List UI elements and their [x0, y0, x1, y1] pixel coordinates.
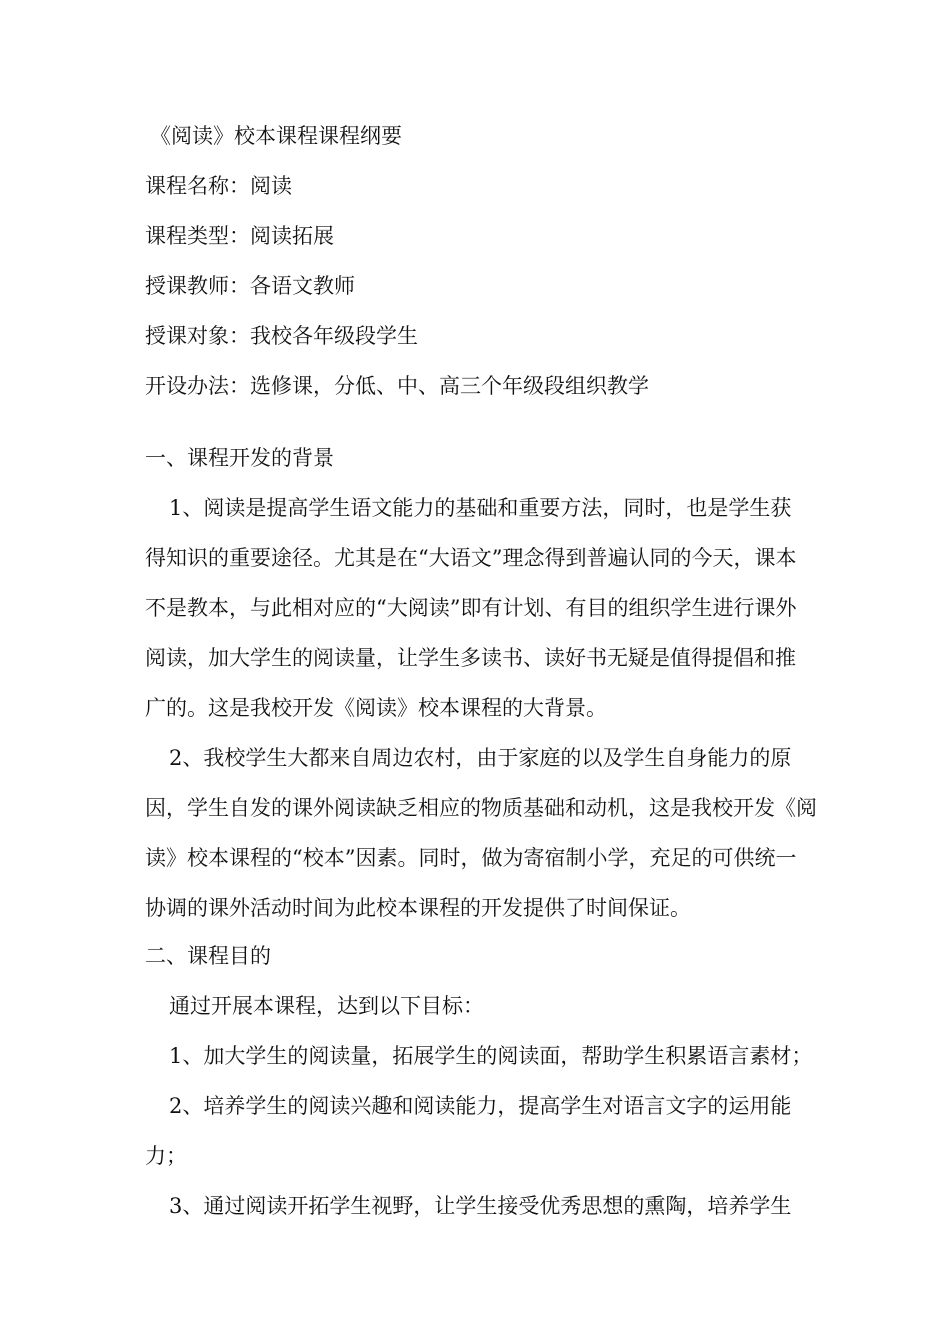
section1-heading: 一、课程开发的背景 [145, 446, 334, 470]
document-title: 《阅读》校本课程课程纲要 [150, 124, 402, 148]
section2-goal-2-line: 2、培养学生的阅读兴趣和阅读能力，提高学生对语言文字的运用能 [169, 1094, 792, 1118]
section1-p1-line: 1、阅读是提高学生语文能力的基础和重要方法，同时，也是学生获 [169, 496, 792, 520]
section2-goal-2-line: 力； [145, 1144, 187, 1168]
meta-method: 开设办法：选修课，分低、中、高三个年级段组织教学 [145, 374, 649, 398]
section1-p1-line: 不是教本，与此相对应的“大阅读”即有计划、有目的组织学生进行课外 [145, 596, 797, 620]
section1-p2-line: 2、我校学生大都来自周边农村，由于家庭的以及学生自身能力的原 [169, 746, 792, 770]
meta-audience: 授课对象：我校各年级段学生 [145, 324, 418, 348]
section1-p2-line: 协调的课外活动时间为此校本课程的开发提供了时间保证。 [145, 896, 691, 920]
section1-p2-line: 读》校本课程的“校本”因素。同时，做为寄宿制小学，充足的可供统一 [145, 846, 797, 870]
section1-p1-line: 广的。这是我校开发《阅读》校本课程的大背景。 [145, 696, 607, 720]
section1-p1-line: 得知识的重要途径。尤其是在“大语文”理念得到普遍认同的今天，课本 [145, 546, 797, 570]
section1-p2-line: 因，学生自发的课外阅读缺乏相应的物质基础和动机，这是我校开发《阅 [145, 796, 817, 820]
section2-goal-3: 3、通过阅读开拓学生视野，让学生接受优秀思想的熏陶，培养学生 [169, 1194, 792, 1218]
meta-course-name: 课程名称：阅读 [145, 174, 292, 198]
section1-p1-line: 阅读，加大学生的阅读量，让学生多读书、读好书无疑是值得提倡和推 [145, 646, 796, 670]
meta-course-type: 课程类型：阅读拓展 [145, 224, 334, 248]
meta-teacher: 授课教师：各语文教师 [145, 274, 355, 298]
section2-goal-1: 1、加大学生的阅读量，拓展学生的阅读面，帮助学生积累语言素材； [169, 1044, 813, 1068]
section2-intro: 通过开展本课程，达到以下目标： [169, 994, 484, 1018]
section2-heading: 二、课程目的 [145, 944, 271, 968]
